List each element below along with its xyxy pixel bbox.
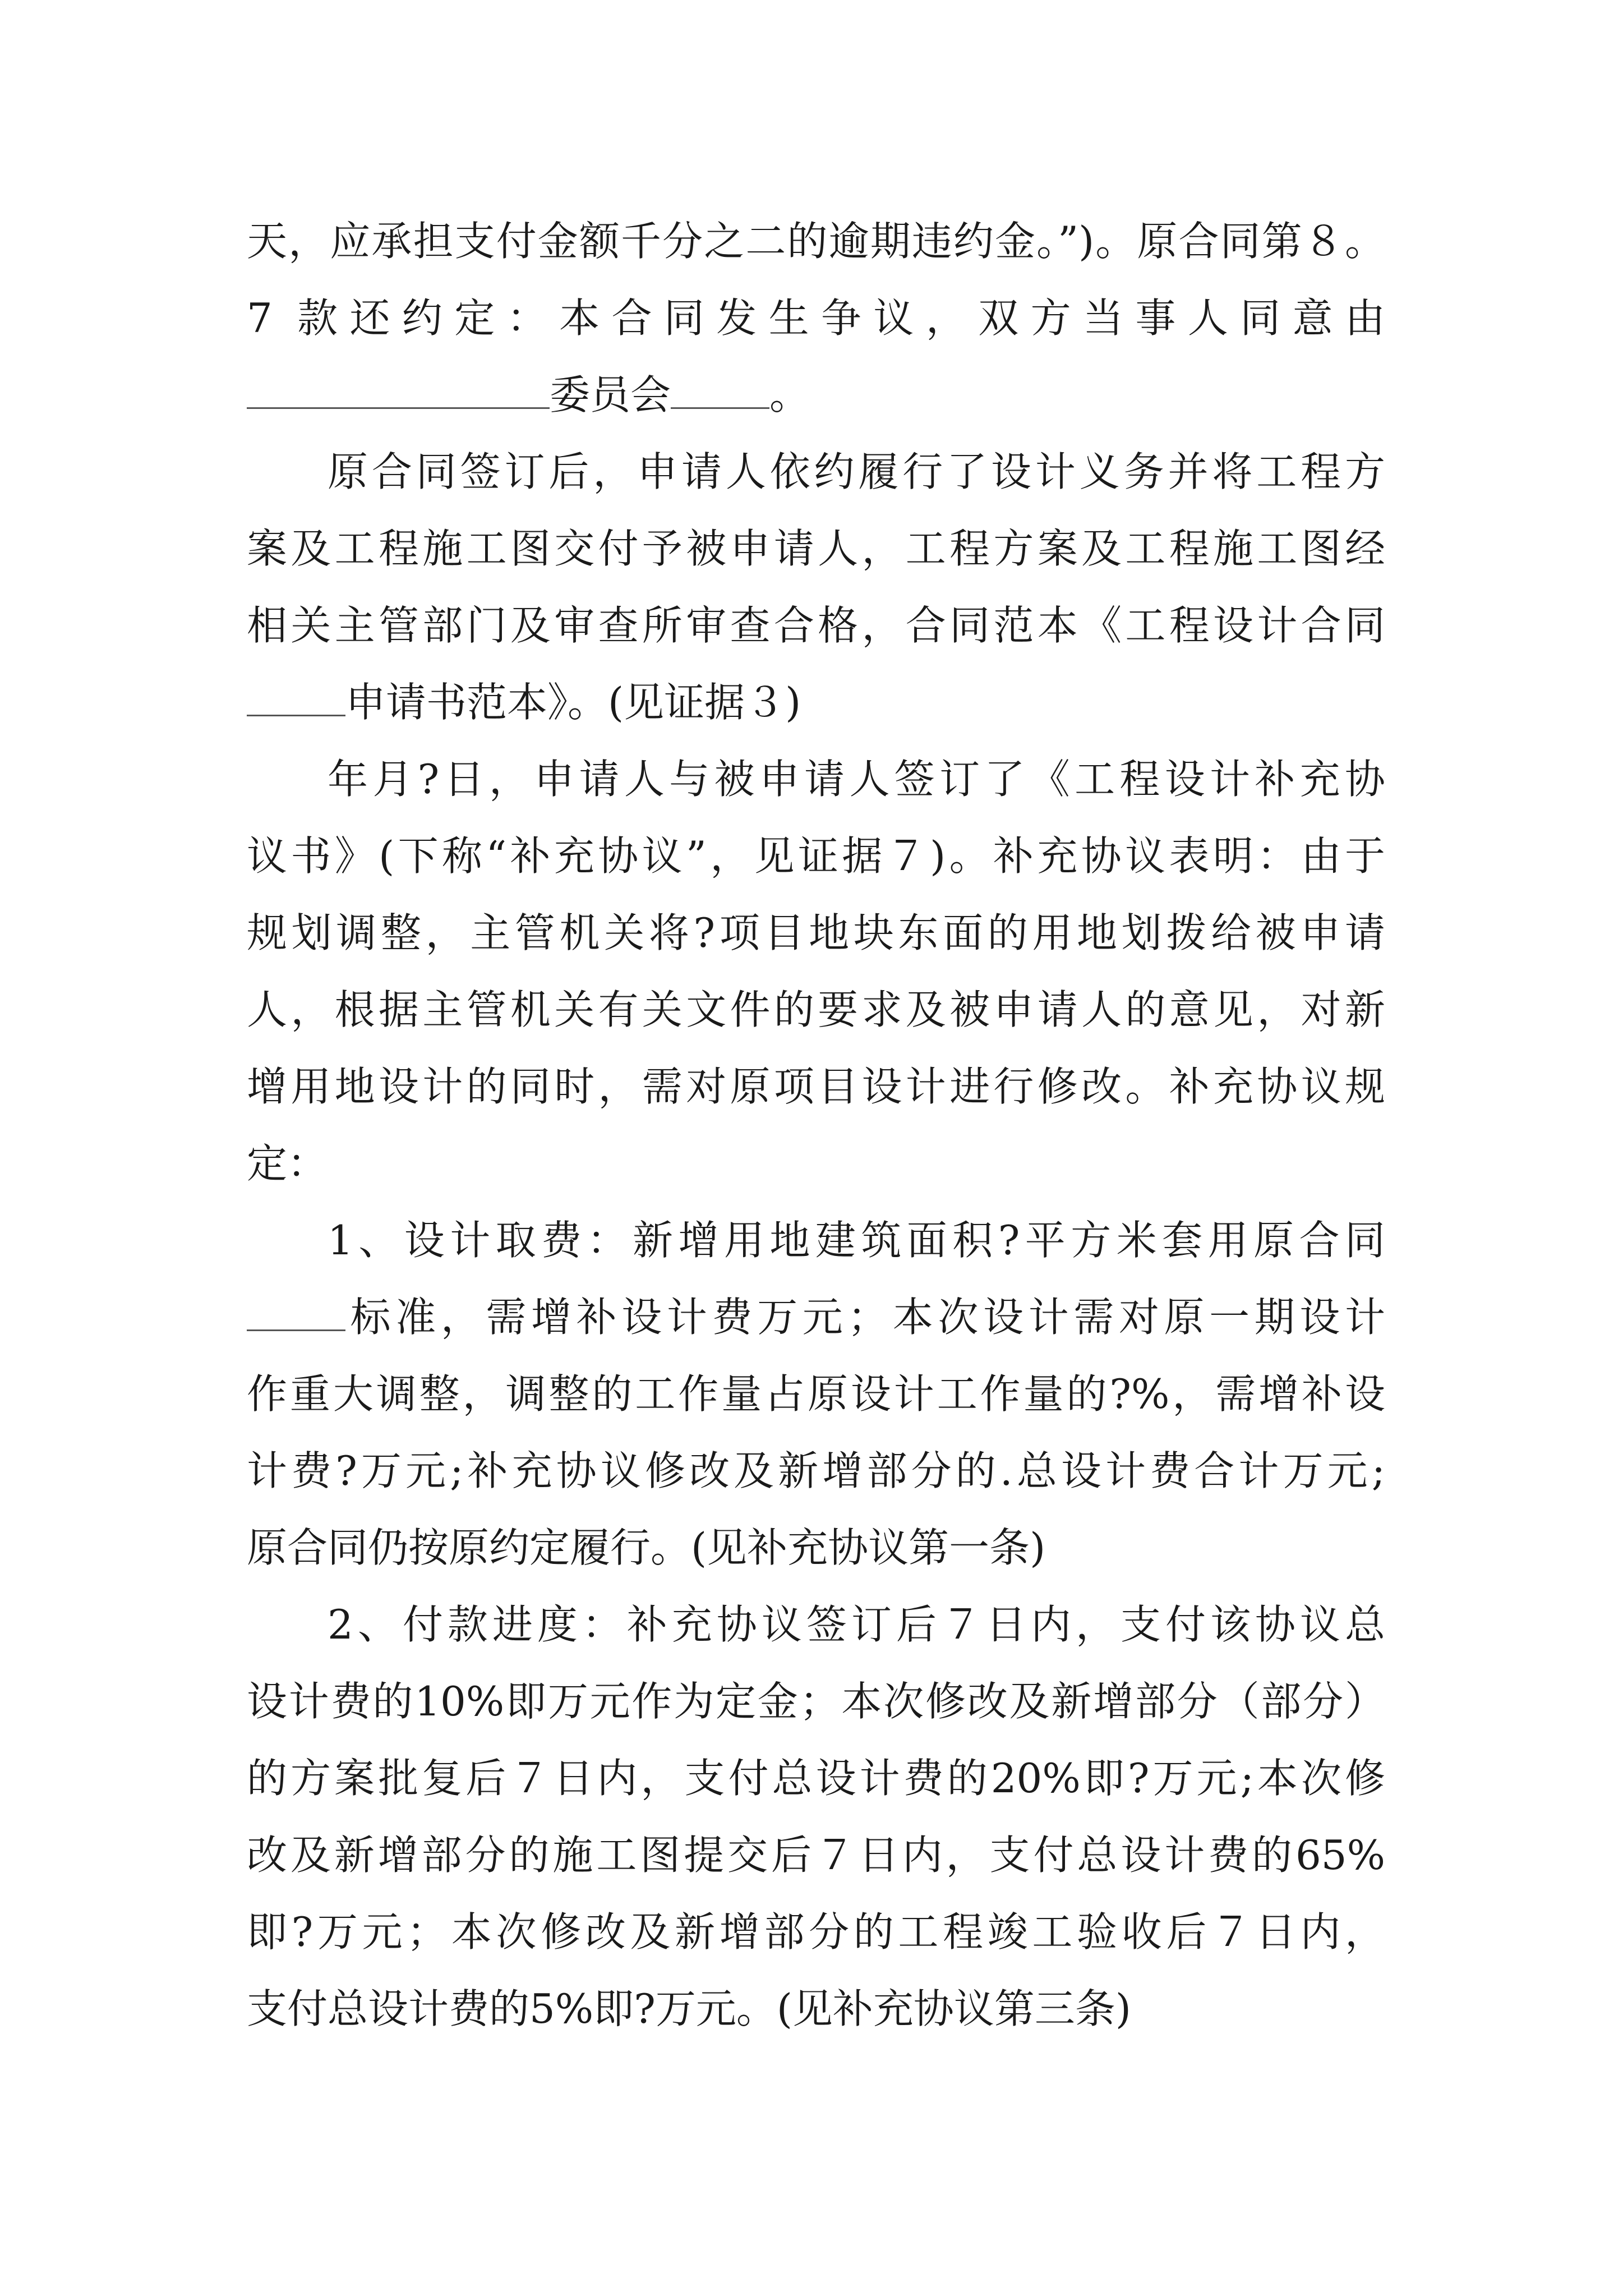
- paragraph-line: 规划调整，主管机关将?项目地块东面的用地划拨给被申请: [247, 909, 1385, 956]
- paragraph-line-with-blanks: [247, 368, 1385, 422]
- paragraph-line-with-blanks: [247, 1290, 1385, 1344]
- paragraph-line: 设计费的10%即万元作为定金；本次修改及新增部分（部分）: [247, 1678, 1385, 1725]
- fill-in-blank: [247, 1290, 345, 1331]
- text-fragment: 标准，需增补设计费万元；本次设计需对原一期设计: [345, 1294, 1385, 1341]
- paragraph-line: 原合同签订后，申请人依约履行了设计义务并将工程方: [328, 448, 1385, 495]
- paragraph-line: 原合同仍按原约定履行。(见补充协议第一条): [247, 1524, 1046, 1571]
- paragraph-line: 改及新增部分的施工图提交后７日内，支付总设计费的65%: [247, 1832, 1385, 1879]
- paragraph-line: 人，根据主管机关有关文件的要求及被申请人的意见，对新: [247, 986, 1385, 1033]
- fill-in-blank: [247, 675, 345, 716]
- paragraph-line-with-blanks: [247, 675, 1385, 729]
- paragraph-line: 增用地设计的同时，需对原项目设计进行修改。补充协议规: [247, 1063, 1385, 1110]
- paragraph-line: 计费?万元;补充协议修改及新增部分的.总设计费合计万元;: [247, 1447, 1385, 1494]
- paragraph-line: 议书》(下称“补充协议”，见证据７)。补充协议表明：由于: [247, 832, 1385, 880]
- paragraph-line: 2、付款进度：补充协议签订后７日内，支付该协议总: [328, 1601, 1385, 1648]
- paragraph-line: 案及工程施工图交付予被申请人，工程方案及工程施工图经: [247, 525, 1385, 572]
- fill-in-blank: [671, 368, 769, 409]
- paragraph-line: 支付总设计费的5%即?万元。(见补充协议第三条): [247, 1985, 1132, 2032]
- paragraph-line: 定：: [247, 1140, 328, 1187]
- paragraph-line: 7 款还约定：本合同发生争议，双方当事人同意由: [247, 295, 1385, 342]
- fill-in-blank: [247, 368, 550, 409]
- paragraph-line: 相关主管部门及审查所审查合格，合同范本《工程设计合同: [247, 602, 1385, 649]
- paragraph-line: 的方案批复后７日内，支付总设计费的20%即?万元;本次修: [247, 1755, 1385, 1802]
- paragraph-line: 1、设计取费：新增用地建筑面积?平方米套用原合同: [328, 1217, 1385, 1264]
- paragraph-line: 作重大调整，调整的工作量占原设计工作量的?%，需增补设: [247, 1370, 1385, 1418]
- text-fragment: 。: [769, 371, 810, 418]
- paragraph-line: 天，应承担支付金额千分之二的逾期违约金。”)。原合同第８。: [247, 218, 1385, 265]
- paragraph-line: 年月?日，申请人与被申请人签订了《工程设计补充协: [328, 756, 1385, 803]
- text-fragment: 委员会: [550, 371, 671, 418]
- paragraph-line: 即?万元；本次修改及新增部分的工程竣工验收后７日内，: [247, 1908, 1385, 1955]
- text-fragment: 申请书范本》。(见证据３): [345, 679, 801, 726]
